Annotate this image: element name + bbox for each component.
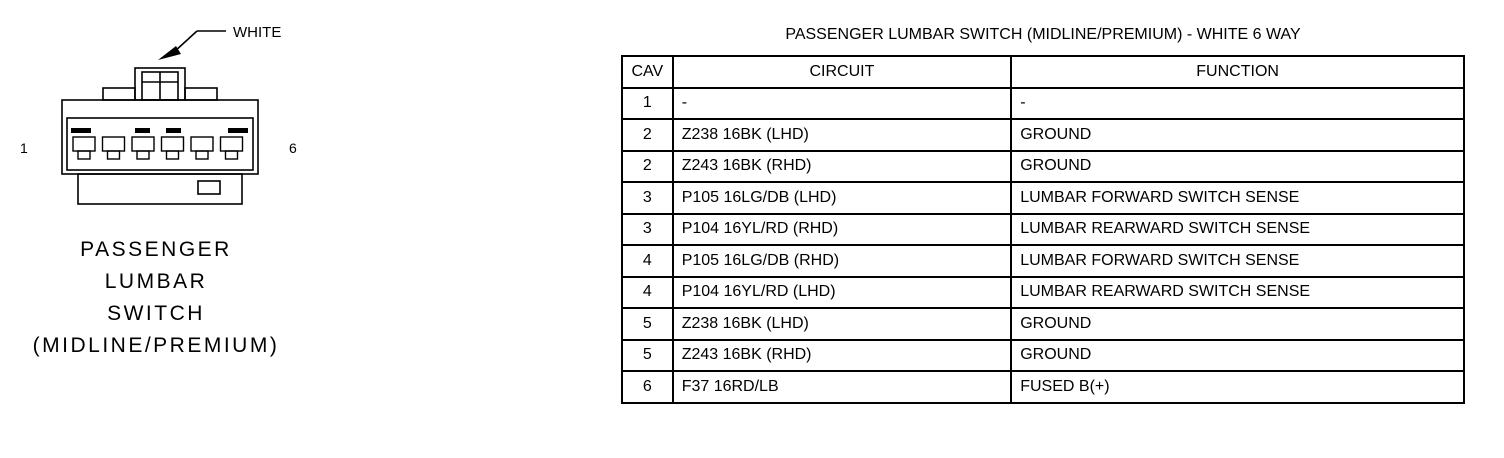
pinout-table (621, 55, 1465, 404)
pin-6-label: 6 (289, 140, 297, 156)
circuit-cell: P105 16LG/DB (RHD) (673, 245, 1012, 277)
cav-cell: 2 (622, 151, 673, 183)
cav-cell: 3 (622, 214, 673, 246)
cav-cell: 5 (622, 308, 673, 340)
table-row (622, 151, 1464, 183)
side-tab-right (185, 88, 217, 100)
color-label: WHITE (233, 24, 282, 41)
function-cell: LUMBAR REARWARD SWITCH SENSE (1011, 277, 1464, 309)
table-row (622, 182, 1464, 214)
function-cell: LUMBAR FORWARD SWITCH SENSE (1011, 182, 1464, 214)
cav-cell: 1 (622, 88, 673, 120)
terminal-cavity (73, 137, 95, 159)
circuit-cell: Z243 16BK (RHD) (673, 340, 1012, 372)
header-circuit: CIRCUIT (673, 56, 1012, 88)
circuit-cell: P105 16LG/DB (LHD) (673, 182, 1012, 214)
circuit-cell: Z243 16BK (RHD) (673, 151, 1012, 183)
cav-cell: 6 (622, 371, 673, 403)
connector-name-line: (MIDLINE/PREMIUM) (32, 334, 280, 357)
cav-cell: 4 (622, 245, 673, 277)
connector-name-line: SWITCH (107, 302, 205, 325)
table-title: PASSENGER LUMBAR SWITCH (MIDLINE/PREMIUM) - WHITE 6 WAY (785, 26, 1301, 43)
cav-cell: 4 (622, 277, 673, 309)
table-row (622, 371, 1464, 403)
circuit-cell: F37 16RD/LB (673, 371, 1012, 403)
cav-cell: 2 (622, 119, 673, 151)
connector-diagram (0, 0, 320, 230)
terminal-cavity (103, 137, 125, 159)
function-cell: LUMBAR FORWARD SWITCH SENSE (1011, 245, 1464, 277)
table-row (622, 340, 1464, 372)
cav-cell: 5 (622, 340, 673, 372)
circuit-cell: Z238 16BK (LHD) (673, 308, 1012, 340)
function-cell: GROUND (1011, 151, 1464, 183)
table-row (622, 277, 1464, 309)
function-cell: - (1011, 88, 1464, 120)
header-cav: CAV (622, 56, 673, 88)
cav-cell: 3 (622, 182, 673, 214)
table-row (622, 214, 1464, 246)
connector-name-line: PASSENGER (80, 238, 232, 261)
terminal-cavity (191, 137, 213, 159)
table-header-row (622, 56, 1464, 88)
circuit-cell: - (673, 88, 1012, 120)
table-row (622, 308, 1464, 340)
connector-name (20, 234, 292, 362)
circuit-cell: P104 16YL/RD (RHD) (673, 214, 1012, 246)
circuit-cell: Z238 16BK (LHD) (673, 119, 1012, 151)
terminal-cavity (162, 137, 184, 159)
terminal-cavity (221, 137, 243, 159)
circuit-cell: P104 16YL/RD (LHD) (673, 277, 1012, 309)
side-tab-left (103, 88, 135, 100)
table-row (622, 88, 1464, 120)
function-cell: FUSED B(+) (1011, 371, 1464, 403)
table-row (622, 119, 1464, 151)
function-cell: GROUND (1011, 340, 1464, 372)
function-cell: GROUND (1011, 308, 1464, 340)
terminal-cavity (132, 137, 154, 159)
table-row (622, 245, 1464, 277)
function-cell: LUMBAR REARWARD SWITCH SENSE (1011, 214, 1464, 246)
header-function: FUNCTION (1011, 56, 1464, 88)
key-slot (198, 181, 220, 194)
function-cell: GROUND (1011, 119, 1464, 151)
connector-shroud (78, 174, 242, 204)
pin-1-label: 1 (20, 140, 28, 156)
connector-name-line: LUMBAR (104, 270, 208, 293)
